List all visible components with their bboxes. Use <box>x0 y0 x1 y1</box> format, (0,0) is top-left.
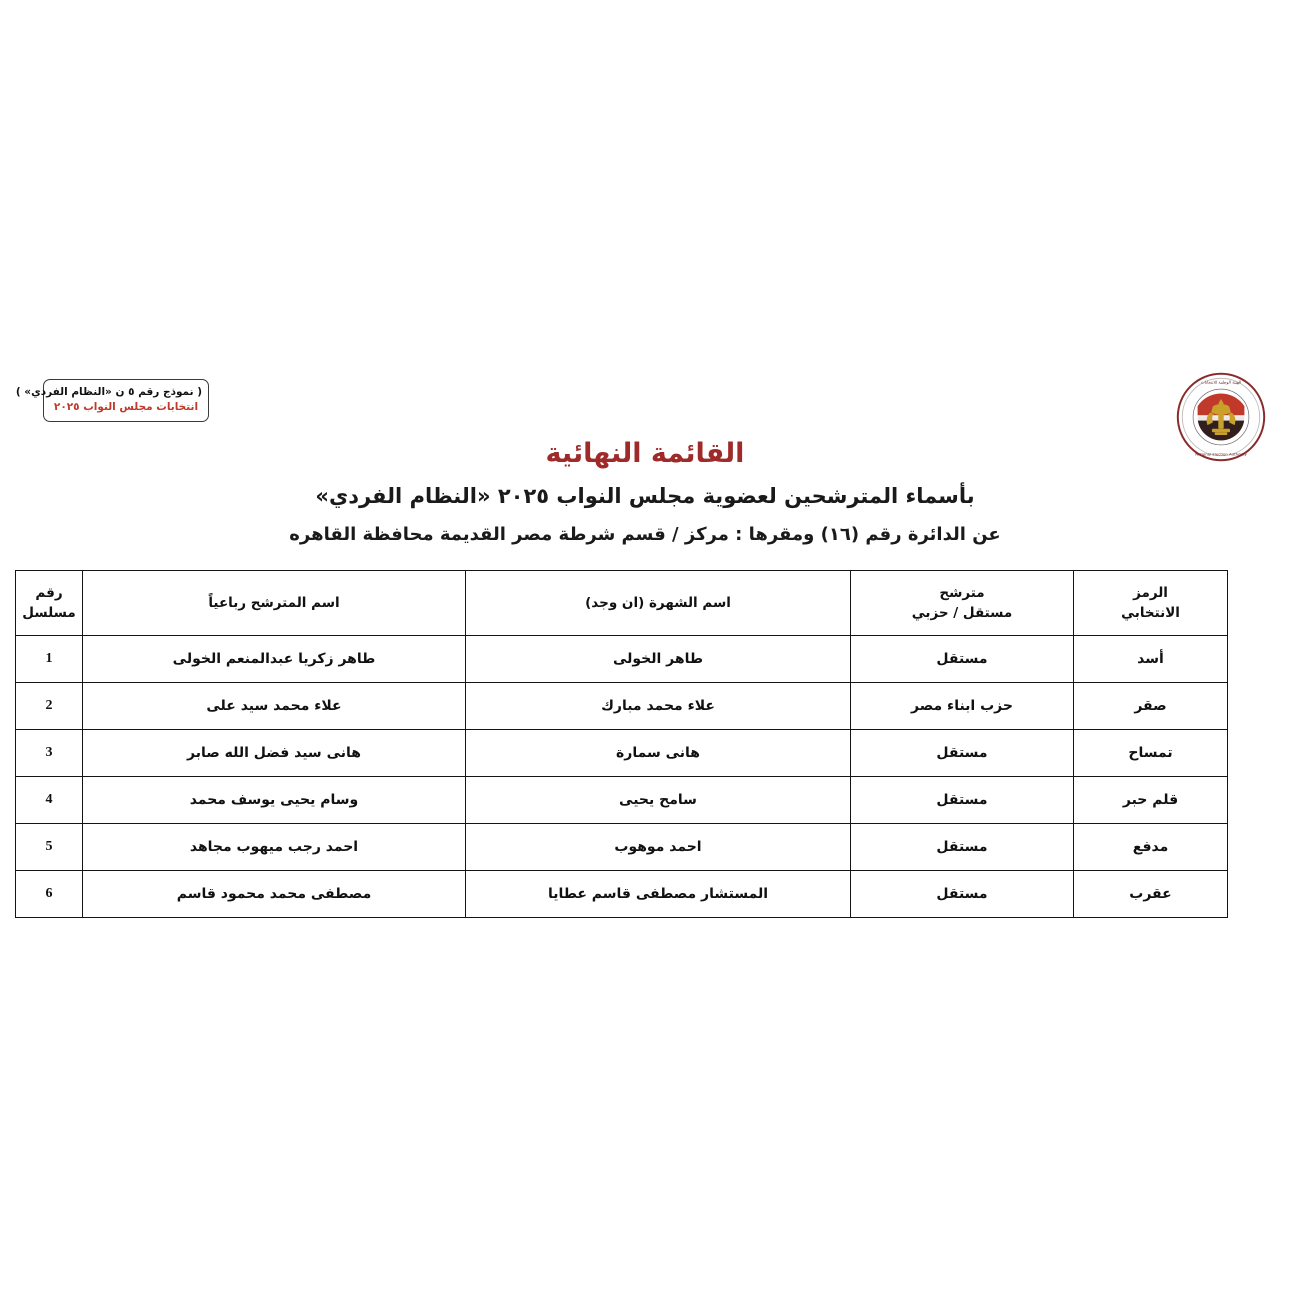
column-header-sequence-number <box>16 571 83 636</box>
cell-electoral-symbol: تمساح <box>1074 730 1228 777</box>
cell-candidate-name: مصطفى محمد محمود قاسم <box>83 871 466 918</box>
cell-candidate-name: وسام يحيى يوسف محمد <box>83 777 466 824</box>
cell-nickname: المستشار مصطفى قاسم عطايا <box>466 871 851 918</box>
cell-sequence-number: 3 <box>16 730 83 777</box>
cell-electoral-symbol: مدفع <box>1074 824 1228 871</box>
column-header-party-status <box>851 571 1074 636</box>
page-subtitle: بأسماء المترشحين لعضوية مجلس النواب ٢٠٢٥ «النظام الفردي» <box>315 484 975 508</box>
table-row <box>16 730 1228 777</box>
column-header-symbol-line-2: الانتخابي <box>1121 605 1180 621</box>
cell-nickname: طاهر الخولى <box>466 636 851 683</box>
cell-party-status: مستقل <box>851 730 1074 777</box>
district-line: عن الدائرة رقم (١٦) ومقرها : مركز / قسم شرطة مصر القديمة محافظة القاهره <box>289 524 1001 545</box>
table-row <box>16 777 1228 824</box>
form-code-line-1: ( نموذج رقم ٥ ن «النظام الفردي» ) <box>15 386 202 398</box>
cell-electoral-symbol: عقرب <box>1074 871 1228 918</box>
cell-party-status: مستقل <box>851 871 1074 918</box>
column-header-party-line-1: مترشح <box>939 584 985 601</box>
cell-candidate-name: طاهر زكريا عبدالمنعم الخولى <box>83 636 466 683</box>
page-title: القائمة النهائية <box>545 438 745 469</box>
cell-electoral-symbol: قلم حبر <box>1074 777 1228 824</box>
form-code-line-2: انتخابات مجلس النواب ٢٠٢٥ <box>53 401 199 414</box>
cell-party-status: حزب ابناء مصر <box>851 683 1074 730</box>
cell-candidate-name: علاء محمد سيد على <box>83 683 466 730</box>
candidates-table-container <box>22 570 1228 918</box>
cell-electoral-symbol: أسد <box>1074 636 1228 683</box>
table-row <box>16 683 1228 730</box>
column-header-seq-line-2: مسلسل <box>22 605 76 621</box>
cell-nickname: هانى سمارة <box>466 730 851 777</box>
table-row <box>16 871 1228 918</box>
cell-nickname: علاء محمد مبارك <box>466 683 851 730</box>
cell-nickname: سامح يحيى <box>466 777 851 824</box>
column-header-seq-line-1: رقم <box>35 584 63 601</box>
cell-candidate-name: هانى سيد فضل الله صابر <box>83 730 466 777</box>
table-row <box>16 824 1228 871</box>
cell-sequence-number: 2 <box>16 683 83 730</box>
column-header-candidate-name: اسم المترشح رباعياً <box>83 571 466 636</box>
table-row <box>16 636 1228 683</box>
column-header-party-line-2: مستقل / حزبي <box>911 605 1013 621</box>
table-body <box>16 636 1228 918</box>
cell-party-status: مستقل <box>851 777 1074 824</box>
cell-sequence-number: 4 <box>16 777 83 824</box>
column-header-nickname: اسم الشهرة (ان وجد) <box>466 571 851 636</box>
cell-sequence-number: 5 <box>16 824 83 871</box>
cell-sequence-number: 6 <box>16 871 83 918</box>
table-header <box>16 571 1228 636</box>
table-header-row <box>16 571 1228 636</box>
cell-party-status: مستقل <box>851 636 1074 683</box>
cell-nickname: احمد موهوب <box>466 824 851 871</box>
cell-electoral-symbol: صقر <box>1074 683 1228 730</box>
cell-party-status: مستقل <box>851 824 1074 871</box>
svg-text:الهيئة الوطنية للانتخابات: الهيئة الوطنية للانتخابات <box>1200 379 1242 385</box>
form-code-badge <box>15 379 209 422</box>
column-header-symbol-line-1: الرمز <box>1133 584 1168 601</box>
cell-sequence-number: 1 <box>16 636 83 683</box>
candidates-table <box>15 570 1228 918</box>
column-header-electoral-symbol <box>1074 571 1228 636</box>
svg-text:National Election Authority: National Election Authority <box>1195 451 1247 457</box>
cell-candidate-name: احمد رجب ميهوب مجاهد <box>83 824 466 871</box>
